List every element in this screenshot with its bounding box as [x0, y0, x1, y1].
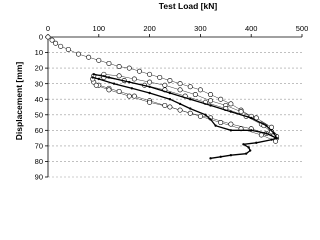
data-point: [168, 78, 172, 82]
series-line-point: [148, 86, 150, 88]
series-line-point: [131, 87, 133, 89]
series-line-point: [249, 149, 251, 151]
data-point: [188, 111, 192, 115]
series-line-point: [255, 142, 257, 144]
data-point: [46, 35, 50, 39]
data-point: [117, 74, 121, 78]
data-point: [198, 88, 202, 92]
data-point: [147, 72, 151, 76]
series-line-point: [250, 129, 252, 131]
y-tick-label: 10: [34, 48, 43, 58]
series-line-point: [204, 114, 206, 116]
x-tick-label: 400: [244, 24, 258, 33]
data-point: [178, 88, 182, 92]
y-tick-label: 80: [34, 157, 43, 167]
series-line-point: [214, 124, 216, 126]
series-line-point: [275, 137, 277, 139]
series-line-point: [169, 92, 171, 94]
series-line-point: [265, 132, 267, 134]
series-line-point: [250, 117, 252, 119]
data-point: [147, 100, 151, 104]
series-line-point: [93, 73, 95, 75]
y-tick-label: 20: [34, 63, 43, 73]
series-line-point: [245, 152, 247, 154]
data-point: [53, 41, 57, 45]
data-point: [132, 77, 136, 81]
data-point: [193, 92, 197, 96]
data-point: [198, 114, 202, 118]
data-point: [117, 64, 121, 68]
data-point: [86, 55, 90, 59]
data-point: [163, 103, 167, 107]
y-tick-label: 0: [38, 32, 43, 42]
x-tick-label: 100: [92, 24, 106, 33]
series-line-point: [98, 78, 100, 80]
data-point: [76, 52, 80, 56]
series-line-point: [230, 129, 232, 131]
data-point: [219, 97, 223, 101]
y-tick-label: 60: [34, 125, 43, 135]
series-line-point: [189, 98, 191, 100]
data-point: [107, 61, 111, 65]
data-point: [229, 102, 233, 106]
data-point: [163, 83, 167, 87]
series-line-point: [247, 146, 249, 148]
grid-layer: [48, 53, 302, 177]
y-tick-label: 70: [34, 141, 43, 151]
series-layer: [46, 35, 279, 160]
series-line-point: [242, 143, 244, 145]
data-point: [107, 88, 111, 92]
x-tick-label: 300: [194, 24, 207, 33]
x-axis-title: Test Load [kN]: [158, 1, 218, 11]
data-point: [178, 81, 182, 85]
data-point: [219, 120, 223, 124]
series-line-point: [230, 110, 232, 112]
data-point: [127, 66, 131, 70]
data-point: [137, 69, 141, 73]
data-point: [127, 94, 131, 98]
data-point: [117, 89, 121, 93]
y-axis-title: Displacement [mm]: [14, 61, 24, 141]
y-tick-label: 40: [34, 94, 43, 104]
series-line-point: [108, 76, 110, 78]
series-line-point: [113, 82, 115, 84]
data-point: [94, 83, 98, 87]
series-line-point: [148, 92, 150, 94]
data-point: [188, 85, 192, 89]
data-point: [50, 38, 54, 42]
data-point: [132, 94, 136, 98]
data-point: [97, 58, 101, 62]
series-line-point: [265, 124, 267, 126]
series-line-point: [209, 157, 211, 159]
y-tick-label: 90: [34, 172, 43, 182]
data-point: [147, 80, 151, 84]
series-line-point: [273, 132, 275, 134]
series-line-point: [270, 138, 272, 140]
series-line-point: [128, 81, 130, 83]
y-tick-label: 50: [34, 110, 43, 120]
circle-series-path: [48, 37, 277, 141]
data-point: [178, 108, 182, 112]
axis-layer: [35, 24, 309, 182]
data-point: [158, 75, 162, 79]
series-line-point: [169, 98, 171, 100]
data-point: [259, 133, 263, 137]
series-line-point: [92, 76, 94, 78]
series-line-point: [220, 156, 222, 158]
y-tick-label: 30: [34, 79, 43, 89]
series-line-point: [189, 107, 191, 109]
data-point: [229, 122, 233, 126]
x-tick-label: 500: [295, 24, 309, 33]
x-tick-label: 0: [45, 24, 51, 33]
data-point: [66, 47, 70, 51]
series-line-point: [230, 154, 232, 156]
data-point: [208, 92, 212, 96]
series-line-point: [209, 104, 211, 106]
data-point: [273, 139, 277, 143]
x-tick-label: 200: [143, 24, 156, 33]
data-point: [208, 99, 212, 103]
series-line-point: [179, 103, 181, 105]
series-line-point: [209, 118, 211, 120]
data-point: [168, 105, 172, 109]
data-point: [239, 109, 243, 113]
data-point: [59, 44, 63, 48]
